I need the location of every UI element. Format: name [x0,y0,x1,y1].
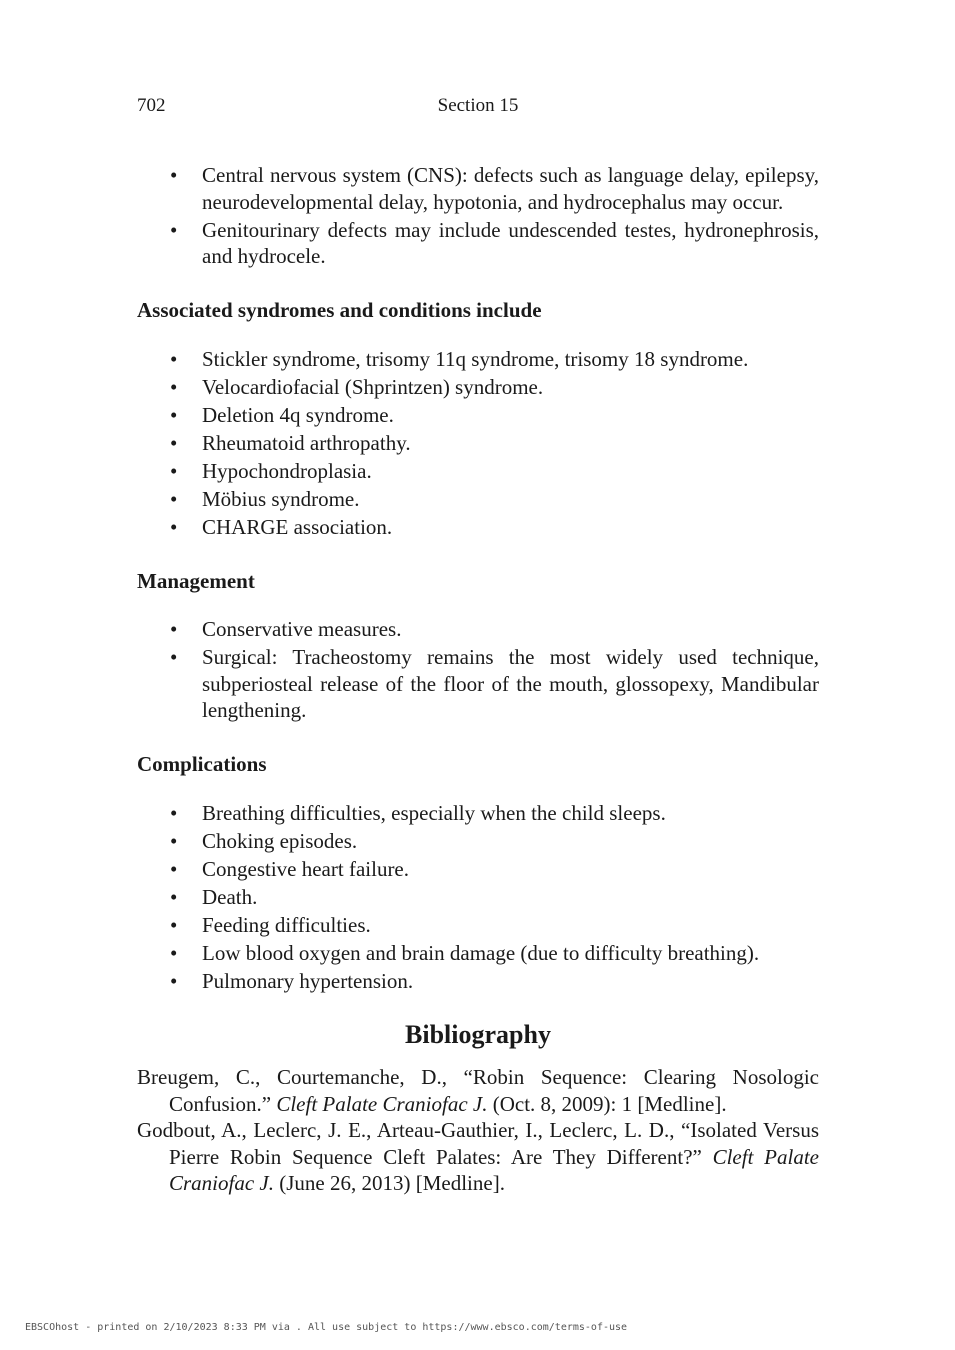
page-content [137,162,819,1197]
bullet-icon: • [170,912,178,937]
bullet-icon: • [170,645,178,669]
journal-name: Cleft Palate Craniofac J. [169,1144,819,1195]
list-item: • Rheumatoid arthropathy. [170,430,411,455]
list-item: • CHARGE association. [170,514,393,539]
associated-list [137,346,819,541]
bullet-icon: • [170,346,178,371]
bullet-icon: • [170,940,178,965]
running-head: Section 15 [437,95,519,116]
list-item: • Surgical: Tracheostomy remains the most widely used technique, subperiosteal release of the floor of the mouth, glossopexy, Mandibular lengthening. [170,645,819,722]
management-heading: Management [137,568,255,593]
page-number: 702 [137,95,166,116]
bullet-icon: • [170,374,178,399]
complications-list [137,800,819,995]
list-item: • Genitourinary defects may include undescended testes, hydronephrosis, and hydrocele. [170,217,819,268]
page-header [137,95,819,123]
complications-heading: Complications [137,752,267,776]
list-item: • Congestive heart failure. [170,856,410,881]
bullet-icon: • [170,617,178,641]
bullet-icon: • [170,968,178,993]
bullet-icon: • [170,828,178,853]
list-item: • Velocardiofacial (Shprintzen) syndrome. [170,374,544,399]
bullet-icon: • [170,856,178,881]
bullet-icon: • [170,402,178,427]
bibliography-title: Bibliography [405,1020,551,1049]
bullet-icon: • [170,884,178,909]
bullet-icon: • [170,486,178,511]
list-item: • Feeding difficulties. [170,912,371,937]
list-item: • Möbius syndrome. [170,486,360,511]
list-item: • Conservative measures. [170,617,402,641]
print-footer: EBSCOhost - printed on 2/10/2023 8:33 PM via . All use subject to https://www.ebsco.com/terms-of-use [25,1322,628,1333]
management-list [137,616,819,724]
list-item: • Choking episodes. [170,828,358,853]
bibliography-entry: Breugem, C., Courtemanche, D., “Robin Sequence: Clearing Nosologic Confusion.” Cleft Palate Craniofac J. (Oct. 8, 2009): 1 [Medline]. [137,1065,819,1116]
bullet-icon: • [170,514,178,539]
bullet-icon: • [170,800,178,825]
associated-heading: Associated syndromes and conditions include [137,298,542,322]
list-item: • Pulmonary hypertension. [170,968,414,993]
list-item: • Low blood oxygen and brain damage (due to difficulty breathing). [170,940,760,965]
bullet-icon: • [170,430,178,455]
journal-name: Cleft Palate Craniofac J. [276,1091,488,1116]
list-item: • Death. [170,884,258,909]
list-item: • Central nervous system (CNS): defects such as language delay, epilepsy, neurodevelopmental delay, hypotonia, and hydrocephalus may occur. [170,163,819,214]
bullet-icon: • [170,163,178,187]
list-item: • Breathing difficulties, especially when the child sleeps. [170,800,666,825]
list-item: • Deletion 4q syndrome. [170,402,394,427]
list-item: • Hypochondroplasia. [170,458,372,483]
list-item: • Stickler syndrome, trisomy 11q syndrome, trisomy 18 syndrome. [170,346,749,371]
bullet-icon: • [170,217,178,242]
bullet-icon: • [170,458,178,483]
bibliography-entry: Godbout, A., Leclerc, J. E., Arteau-Gauthier, I., Leclerc, L. D., “Isolated Versus Pierre Robin Sequence Cleft Palates: Are They Different?” Cleft Palate Craniofac J. (June 26, 2013) [Medline]. [137,1118,819,1195]
intro-bullet-list [137,162,819,270]
